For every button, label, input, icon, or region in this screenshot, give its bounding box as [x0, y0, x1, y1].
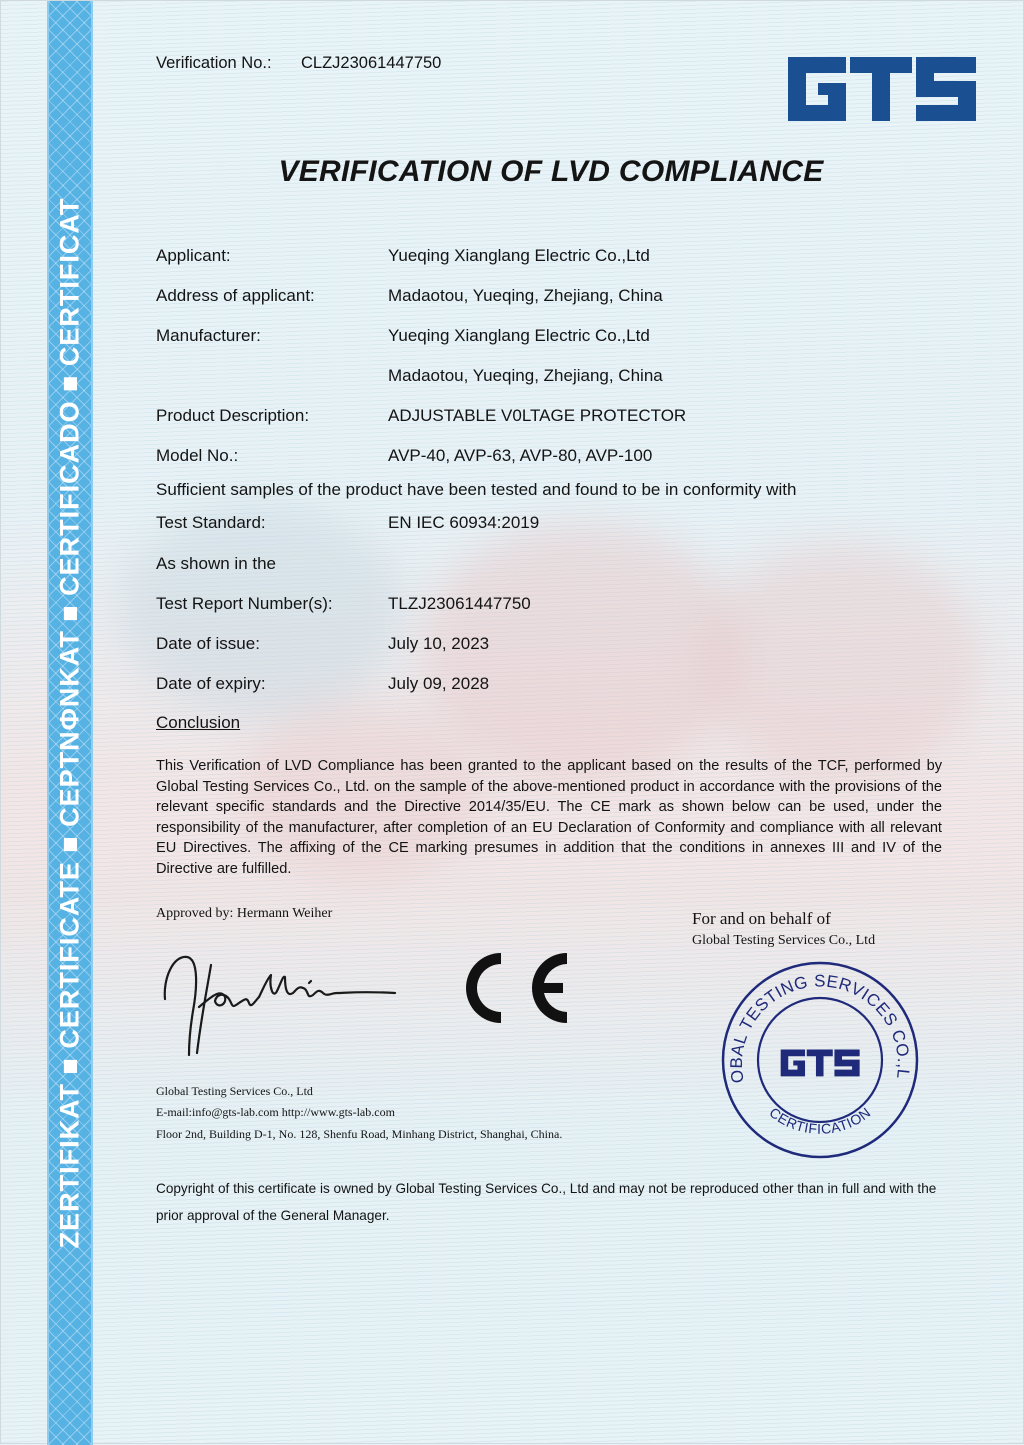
world-map-background — [701, 541, 981, 781]
stamp-outer-text: OBAL TESTING SERVICES CO.,L — [726, 971, 914, 1085]
copyright-notice: Copyright of this certificate is owned by Global Testing Services Co., Ltd and may not be reproduced other than in full and with the prior approval of the General Manager. — [156, 1181, 937, 1223]
verification-number: CLZJ23061447750 — [301, 54, 442, 72]
manufacturer-value: Yueqing Xianglang Electric Co.,Ltd — [388, 326, 650, 345]
as-shown-label: As shown in the — [156, 554, 277, 573]
test-report-label: Test Report Number(s): — [156, 594, 333, 613]
company-contact: E-mail:info@gts-lab.com http://www.gts-lab.com — [156, 1105, 395, 1119]
conformity-statement: Sufficient samples of the product have been tested and found to be in conformity with — [156, 480, 797, 499]
stamp-gts-logo — [781, 1050, 860, 1077]
signature-image — [159, 949, 404, 1061]
document-title: VERIFICATION OF LVD COMPLIANCE — [278, 155, 824, 188]
gts-logo — [784, 51, 980, 127]
conclusion-text: This Verification of LVD Compliance has been granted to the applicant based on the results of the TCF, performed by Global Testing Services Co., Ltd. on the sample of the above-mentioned product in accordance with the provisions of the relevant specific standards and the Directive 2014/35/EU. The CE mark as shown below can be used, under the responsibility of the manufacturer, after completion of an EU Declaration of Conformity and compliance with all relevant EU Directives. The affixing of the CE marking presumes in addition that the conditions in annexes III and IV of the Directive are fulfilled. — [156, 758, 942, 877]
ce-mark-icon — [459, 949, 571, 1027]
stamp-bottom-text: CERTIFICATION — [766, 1104, 874, 1137]
company-stamp — [719, 959, 921, 1161]
model-no-label: Model No.: — [156, 446, 239, 465]
behalf-line-1: For and on behalf of — [692, 909, 831, 928]
approved-by: Approved by: Hermann Weiher — [156, 906, 333, 921]
product-description-label: Product Description: — [156, 406, 310, 425]
applicant-value: Yueqing Xianglang Electric Co.,Ltd — [388, 246, 650, 265]
date-of-expiry-value: July 09, 2028 — [388, 674, 490, 693]
company-address: Floor 2nd, Building D-1, No. 128, Shenfu Road, Minhang District, Shanghai, China. — [156, 1127, 563, 1141]
ce-mark — [459, 949, 571, 1027]
signature-icon — [159, 949, 404, 1061]
strip-text: ZERTIFIKAT ■ CERTIFICATE ■ CEPTNΦNKAT ■ CERTIFICADO ■ CERTIFICAT — [54, 197, 85, 1249]
stamp-seal-icon — [719, 959, 921, 1161]
test-standard-value: EN IEC 60934:2019 — [388, 513, 540, 532]
conclusion-heading: Conclusion — [156, 713, 241, 732]
date-of-issue-value: July 10, 2023 — [388, 634, 490, 653]
company-name: Global Testing Services Co., Ltd — [156, 1084, 313, 1098]
verification-label: Verification No.: — [156, 54, 272, 72]
behalf-line-2: Global Testing Services Co., Ltd — [692, 933, 876, 948]
date-of-issue-label: Date of issue: — [156, 634, 260, 653]
applicant-label: Applicant: — [156, 246, 231, 265]
manufacturer-label: Manufacturer: — [156, 326, 261, 345]
applicant-address-label: Address of applicant: — [156, 286, 315, 305]
applicant-address-value: Madaotou, Yueqing, Zhejiang, China — [388, 286, 663, 305]
product-description-value: ADJUSTABLE V0LTAGE PROTECTOR — [388, 406, 687, 425]
model-no-value: AVP-40, AVP-63, AVP-80, AVP-100 — [388, 446, 653, 465]
gts-logo-icon — [784, 51, 980, 127]
test-standard-label: Test Standard: — [156, 513, 266, 532]
test-report-value: TLZJ23061447750 — [388, 594, 531, 613]
side-security-strip — [47, 1, 93, 1445]
date-of-expiry-label: Date of expiry: — [156, 674, 266, 693]
manufacturer-address-value: Madaotou, Yueqing, Zhejiang, China — [388, 366, 663, 385]
